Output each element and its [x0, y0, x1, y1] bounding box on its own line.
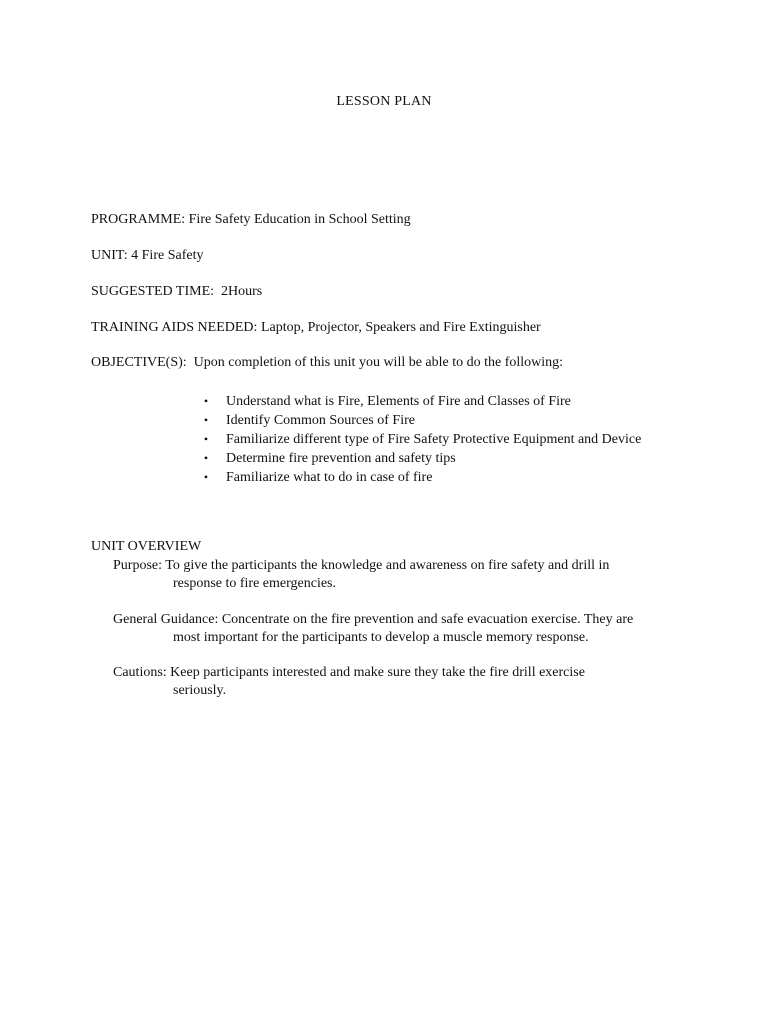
bullet-icon: •: [203, 394, 209, 408]
bullet-icon: •: [203, 451, 209, 465]
list-item: [201, 392, 641, 411]
objective-text: Identify Common Sources of Fire: [226, 413, 415, 428]
training-aids-label: TRAINING AIDS NEEDED:: [91, 320, 258, 335]
objectives-list: [201, 392, 641, 487]
unit-label: UNIT:: [91, 248, 128, 263]
unit-overview-heading: UNIT OVERVIEW: [91, 539, 202, 554]
programme-label: PROGRAMME:: [91, 212, 186, 227]
unit-line: [91, 248, 203, 264]
list-item: [201, 411, 641, 430]
cautions-paragraph: [113, 664, 693, 700]
programme-line: [91, 212, 411, 228]
suggested-time-value: 2Hours: [221, 284, 263, 299]
objective-text: Understand what is Fire, Elements of Fire and Classes of Fire: [226, 394, 571, 409]
purpose-text-line1: To give the participants the knowledge and awareness on fire safety and drill in: [165, 558, 610, 573]
bullet-icon: •: [203, 413, 209, 427]
cautions-text-line1: Keep participants interested and make sure they take the fire drill exercise: [170, 665, 585, 680]
objectives-line: [91, 355, 563, 371]
general-guidance-text-line2: most important for the participants to develop a muscle memory response.: [173, 630, 589, 645]
cautions-label: Cautions:: [113, 665, 167, 680]
general-guidance-label: General Guidance:: [113, 612, 219, 627]
objective-text: Familiarize what to do in case of fire: [226, 470, 433, 485]
unit-value: 4 Fire Safety: [131, 248, 204, 263]
list-item: [201, 468, 641, 487]
programme-value: Fire Safety Education in School Setting: [188, 212, 411, 227]
bullet-icon: •: [203, 432, 209, 446]
training-aids-line: [91, 320, 541, 336]
objective-text: Familiarize different type of Fire Safety Protective Equipment and Device: [226, 432, 642, 447]
list-item: [201, 430, 641, 449]
page-title: LESSON PLAN: [336, 94, 432, 109]
suggested-time-label: SUGGESTED TIME:: [91, 284, 215, 299]
objectives-intro: Upon completion of this unit you will be able to do the following:: [193, 355, 564, 370]
purpose-paragraph: [113, 557, 693, 593]
objective-text: Determine fire prevention and safety tips: [226, 451, 456, 466]
bullet-icon: •: [203, 470, 209, 484]
general-guidance-text-line1: Concentrate on the fire prevention and safe evacuation exercise. They are: [221, 612, 634, 627]
purpose-text-line2: response to fire emergencies.: [173, 576, 337, 591]
list-item: [201, 449, 641, 468]
suggested-time-line: [91, 284, 262, 300]
cautions-text-line2: seriously.: [173, 683, 227, 698]
general-guidance-paragraph: [113, 611, 693, 647]
training-aids-value: Laptop, Projector, Speakers and Fire Extinguisher: [260, 320, 541, 335]
objectives-label: OBJECTIVE(S):: [91, 355, 187, 370]
purpose-label: Purpose:: [113, 558, 162, 573]
